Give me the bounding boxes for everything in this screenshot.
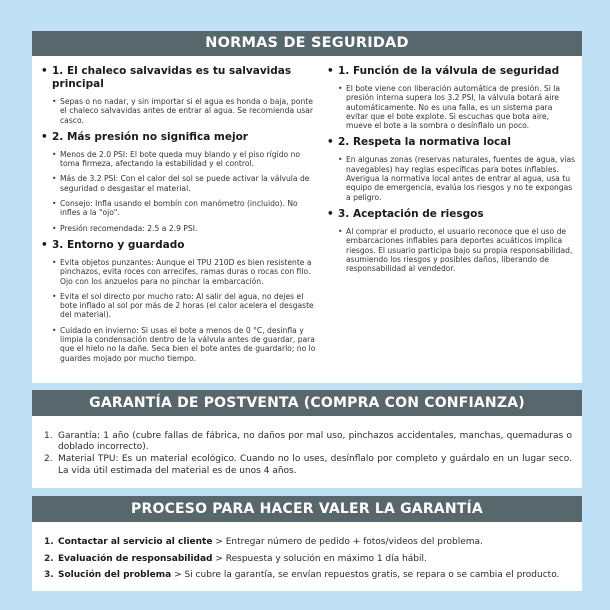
process-panel <box>32 522 582 591</box>
safety-left-column <box>38 65 316 369</box>
rule-title: • 2. Más presión no significa mejor <box>38 131 316 144</box>
warranty-section-header: GARANTÍA DE POSTVENTA (COMPRA CON CONFIANZA) <box>32 390 582 416</box>
rule-item: • Más de 3.2 PSI: Con el calor del sol se puede activar la válvula de seguridad o desgastar el material. <box>38 174 316 193</box>
rule-item: • Al comprar el producto, el usuario reconoce que el uso de embarcaciones inflables para deportes acuáticos implica riesgos. El usuario participa bajo su propia responsabilidad, asumiendo los riesgos y posibles daños, liberando de responsabilidad al vendedor. <box>324 227 576 273</box>
process-step <box>42 570 572 582</box>
item-text: Garantía: 1 año (cubre fallas de fábrica, no daños por mal uso, pinchazos accidentales, manchas, quemaduras o doblado incorrecto). <box>58 431 572 453</box>
rule-title: • 3. Aceptación de riesgos <box>324 208 576 221</box>
step-number: 3. <box>44 570 54 580</box>
item-text: Material TPU: Es un material ecológico. Cuando no lo uses, desínflalo por completo y guárdalo en un lugar seco. La vida útil estimada del material es de unos 4 años. <box>58 454 572 476</box>
rule-item: • Consejo: Infla usando el bombín con manómetro (incluido). No infles a la "ojo". <box>38 199 316 218</box>
rule-title: • 3. Entorno y guardado <box>38 239 316 252</box>
safety-right-rule-1 <box>324 65 576 130</box>
item-number: 2. <box>44 454 53 465</box>
step-label: Contactar al servicio al cliente <box>58 537 213 547</box>
rule-title: • 2. Respeta la normativa local <box>324 136 576 149</box>
step-label: Evaluación de responsabilidad <box>58 553 213 564</box>
rule-title: • 1. Función de la válvula de seguridad <box>324 65 576 78</box>
rule-item: • Presión recomendada: 2.5 a 2.9 PSI. <box>38 224 316 233</box>
rule-item: • Evita el sol directo por mucho rato: Al salir del agua, no dejes el bote inflado al sol por más de 2 horas (el calor acelera el desgaste del material). <box>38 292 316 320</box>
step-text: > Respuesta y solución en máximo 1 día hábil. <box>212 553 427 564</box>
step-text: > Entregar número de pedido + fotos/videos del problema. <box>212 537 483 547</box>
process-section-header: PROCESO PARA HACER VALER LA GARANTÍA <box>32 496 582 522</box>
safety-right-column <box>324 65 576 279</box>
step-label: Solución del problema <box>58 570 172 580</box>
process-steps-list <box>42 537 572 587</box>
step-number: 1. <box>44 537 54 547</box>
warranty-item <box>42 454 572 476</box>
rule-item: • Sepas o no nadar, y sin importar si el agua es honda o baja, ponte el chaleco salvavidas antes de entrar al agua. Se recomienda usar casco. <box>38 97 316 125</box>
rule-item: • En algunas zonas (reservas naturales, fuentes de agua, vías navegables) hay reglas específicas para botes inflables. Averigua la normativa local antes de entrar al agua, usa tu equipo de emergencia, evalúa los riesgos y no te expongas a peligro. <box>324 155 576 201</box>
rule-item: • Evita objetos punzantes: Aunque el TPU 210D es bien resistente a pinchazos, evita roces con arrecifes, ramas duras o rocas con filo. Ojo con los anzuelos para no pinchar la embarcación. <box>38 258 316 286</box>
safety-rule-1 <box>38 65 316 125</box>
warranty-item <box>42 431 572 453</box>
process-step <box>42 537 572 549</box>
process-step <box>42 554 572 566</box>
safety-right-rule-2 <box>324 136 576 201</box>
item-number: 1. <box>44 431 53 441</box>
rule-item: • Cuidado en invierno: Si usas el bote a menos de 0 °C, desinfla y limpia la condensación dentro de la válvula antes de guardar, para que el hielo no la dañe. Seca bien el bote antes de guardarlo; no lo guardes mojado por mucho tiempo. <box>38 326 316 363</box>
rule-item: • El bote viene con liberación automática de presión. Si la presión interna supera los 3.2 PSI, la válvula botará aire automáticamente. No es una falla, es un sistema para evitar que el bote explote. Si escuchas que bota aire, mueve el bote a la sombra o desínflalo un poco. <box>324 84 576 130</box>
warranty-panel <box>32 416 582 488</box>
safety-rule-2 <box>38 131 316 233</box>
warranty-list <box>42 431 572 478</box>
step-text: > Si cubre la garantía, se envían repuestos gratis, se repara o se cambia el producto. <box>171 570 560 580</box>
safety-section-header: NORMAS DE SEGURIDAD <box>32 31 582 56</box>
rule-title: • 1. El chaleco salvavidas es tu salvavidas principal <box>38 65 316 91</box>
safety-rule-3 <box>38 239 316 363</box>
safety-panel <box>32 56 582 383</box>
safety-right-rule-3 <box>324 208 576 273</box>
step-number: 2. <box>44 553 54 564</box>
rule-item: • Menos de 2.0 PSI: El bote queda muy blando y el piso rígido no toma firmeza, afectando la estabilidad y el control. <box>38 150 316 169</box>
